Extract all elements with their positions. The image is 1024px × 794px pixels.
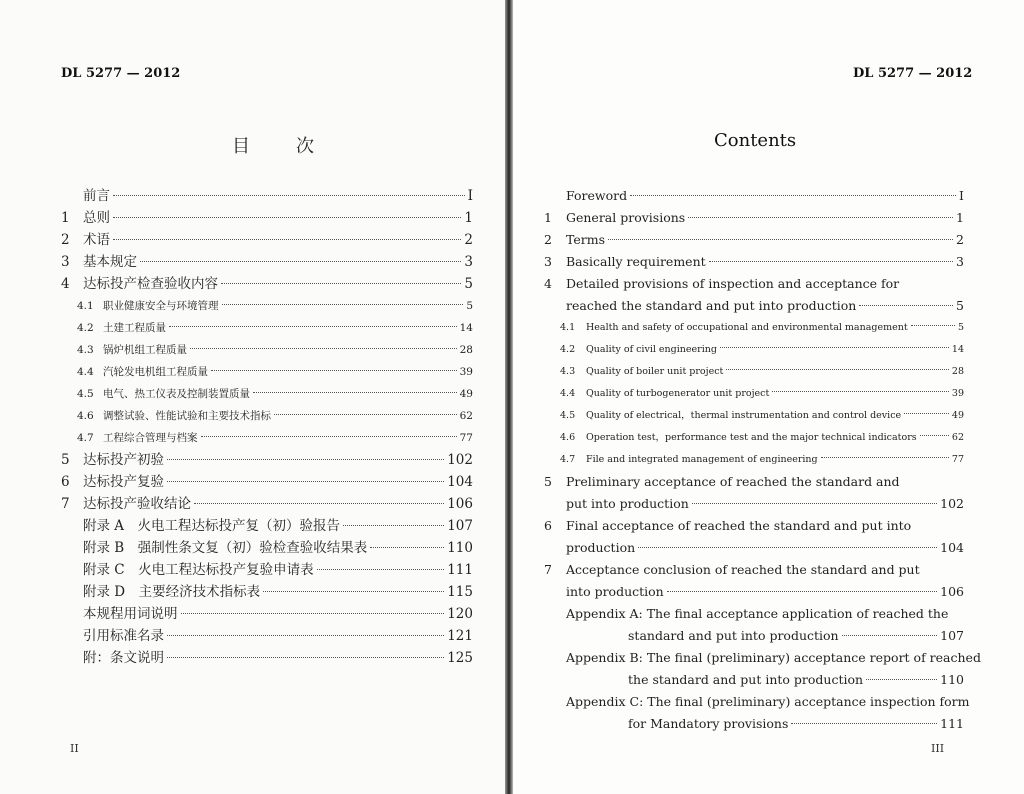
toc-entry — [61, 361, 473, 383]
toc-leader-dots — [692, 503, 937, 504]
toc-entry-text: 引用标准名录 — [83, 628, 164, 644]
toc-entry-label — [61, 559, 314, 581]
left-page-number: II — [70, 742, 79, 755]
toc-entry-number: 2 — [544, 232, 552, 247]
toc-entry-label — [566, 581, 664, 603]
toc-entry-page: 111 — [447, 562, 473, 578]
toc-entry — [544, 559, 964, 581]
toc-entry — [544, 647, 981, 669]
toc-entry-label — [544, 251, 706, 273]
toc-entry-text: 电气、热工仪表及控制装置质量 — [103, 388, 250, 400]
toc-entry-page: 5 — [956, 298, 964, 313]
toc-entry-label — [566, 295, 856, 317]
toc-entry — [544, 669, 964, 691]
toc-entry — [61, 295, 473, 317]
toc-entry-text: 职业健康安全与环境管理 — [103, 300, 219, 312]
toc-entry-page: 121 — [447, 628, 473, 644]
toc-entry-label — [544, 603, 948, 625]
toc-entry-text: into production — [566, 584, 664, 599]
toc-entry-page: 5 — [464, 276, 473, 292]
toc-entry-text: 达标投产初验 — [83, 452, 164, 468]
toc-entry-text: 达标投产验收结论 — [83, 496, 191, 512]
toc-leader-dots — [859, 305, 953, 306]
toc-entry-label — [544, 207, 685, 229]
toc-entry — [61, 515, 473, 537]
toc-entry-number: 4.3 — [560, 366, 576, 377]
toc-entry-label — [566, 493, 689, 515]
toc-entry-number: 7 — [544, 562, 552, 577]
toc-entry-page: 39 — [459, 366, 473, 378]
toc-entry — [61, 647, 473, 669]
toc-entry-label — [560, 449, 818, 471]
toc-entry-page: 28 — [951, 366, 964, 377]
toc-entry-number: 4.6 — [77, 410, 94, 422]
toc-entry-number: 7 — [61, 496, 70, 512]
toc-entry-label — [560, 317, 908, 339]
toc-entry-label — [61, 273, 218, 295]
toc-entry-label — [628, 713, 788, 735]
toc-leader-dots — [772, 391, 949, 392]
toc-entry-text: Final acceptance of reached the standard and put into — [566, 518, 912, 533]
toc-entry-page: 111 — [940, 716, 964, 731]
toc-entry-page: 110 — [940, 672, 964, 687]
toc-entry-number: 4.2 — [77, 322, 94, 334]
toc-entry-label — [77, 339, 187, 361]
toc-leader-dots — [920, 435, 949, 436]
toc-entry-label — [61, 537, 367, 559]
title-char-2: 次 — [296, 136, 316, 157]
toc-entry-text: 工程综合管理与档案 — [103, 432, 198, 444]
toc-entry-text: production — [566, 540, 636, 555]
toc-entry-label — [61, 251, 137, 273]
toc-entry-number: 4.7 — [77, 432, 94, 444]
toc-entry-text: Basically requirement — [566, 254, 706, 269]
toc-entry-number: 4.1 — [560, 322, 576, 333]
toc-entry — [544, 405, 964, 427]
book-gutter — [505, 0, 513, 794]
toc-entry — [544, 339, 964, 361]
toc-entry-label — [77, 361, 208, 383]
toc-leader-dots — [201, 436, 457, 437]
toc-entry-page: 14 — [951, 344, 964, 355]
toc-entry — [544, 317, 964, 339]
toc-entry-text: 总则 — [83, 210, 110, 226]
toc-leader-dots — [211, 370, 457, 371]
toc-entry-label — [560, 361, 723, 383]
toc-entry-text: 锅炉机组工程质量 — [103, 344, 187, 356]
toc-entry-label — [61, 229, 110, 251]
toc-entry-text: Preliminary acceptance of reached the standard and — [566, 474, 900, 489]
toc-leader-dots — [113, 217, 461, 218]
toc-entry-number: 6 — [544, 518, 552, 533]
toc-entry — [61, 251, 473, 273]
right-page-header: DL 5277 — 2012 — [853, 66, 973, 81]
toc-leader-dots — [842, 635, 938, 636]
toc-entry-page: 106 — [940, 584, 964, 599]
toc-entry-label — [544, 691, 969, 713]
toc-leader-dots — [169, 326, 457, 327]
toc-leader-dots — [688, 217, 953, 218]
toc-entry-number: 4.5 — [77, 388, 94, 400]
toc-entry-page: 110 — [447, 540, 473, 556]
toc-entry-text: standard and put into production — [628, 628, 839, 643]
toc-entry-text: Appendix C: The final (preliminary) acceptance inspection form — [566, 694, 970, 709]
toc-entry-number: 2 — [61, 232, 70, 248]
toc-entry — [544, 295, 964, 317]
toc-entry-page: 77 — [951, 454, 964, 465]
toc-entry-label — [77, 317, 166, 339]
toc-entry-page: 125 — [447, 650, 473, 666]
toc-entry-text: Health and safety of occupational and environmental management — [586, 322, 908, 333]
toc-entry-number: 4.7 — [560, 454, 576, 465]
toc-entry — [61, 559, 473, 581]
toc-entry-label — [560, 339, 717, 361]
toc-entry-page: 102 — [940, 496, 964, 511]
toc-entry — [544, 603, 964, 625]
toc-entry — [61, 581, 473, 603]
toc-entry — [61, 405, 473, 427]
toc-entry — [544, 537, 964, 559]
toc-entry-number: 6 — [61, 474, 70, 490]
toc-leader-dots — [343, 525, 444, 526]
toc-entry-number: 4.4 — [77, 366, 94, 378]
toc-leader-dots — [274, 414, 457, 415]
toc-leader-dots — [167, 657, 444, 658]
toc-entry-page: 107 — [940, 628, 964, 643]
toc-entry-label — [61, 625, 164, 647]
toc-entry-label — [628, 625, 839, 647]
toc-entry — [61, 471, 473, 493]
toc-leader-dots — [167, 481, 444, 482]
toc-entry — [61, 383, 473, 405]
toc-entry-text: 汽轮发电机组工程质量 — [103, 366, 208, 378]
toc-entry-page: 104 — [447, 474, 473, 490]
toc-entry — [544, 185, 964, 207]
toc-entry-label — [61, 581, 260, 603]
toc-entry-label — [61, 493, 191, 515]
toc-entry — [61, 185, 473, 207]
toc-entry-page: 1 — [464, 210, 473, 226]
title-char-1: 目 — [232, 136, 252, 157]
toc-entry-text: for Mandatory provisions — [628, 716, 789, 731]
toc-entry — [61, 449, 473, 471]
toc-entry — [61, 339, 473, 361]
toc-leader-dots — [720, 347, 949, 348]
toc-leader-dots — [222, 304, 464, 305]
toc-entry-page: 106 — [447, 496, 473, 512]
toc-entry-text: 术语 — [83, 232, 110, 248]
left-page — [0, 0, 505, 794]
toc-entry-label — [544, 559, 920, 581]
toc-entry-text: Foreword — [566, 188, 628, 203]
toc-entry-number: 4.1 — [77, 300, 94, 312]
toc-entry-page: 62 — [459, 410, 473, 422]
toc-leader-dots — [726, 369, 949, 370]
toc-entry-text: 土建工程质量 — [103, 322, 166, 334]
toc-entry-text: Acceptance conclusion of reached the standard and put — [566, 562, 920, 577]
toc-entry — [544, 273, 964, 295]
toc-entry — [61, 317, 473, 339]
toc-entry-page: 5 — [957, 322, 964, 333]
toc-entry-text: 调整试验、性能试验和主要技术指标 — [103, 410, 271, 422]
toc-entry-page: 49 — [459, 388, 473, 400]
toc-entry-number: 4.6 — [560, 432, 576, 443]
toc-leader-dots — [194, 503, 444, 504]
toc-entry — [61, 603, 473, 625]
toc-entry-page: I — [959, 188, 964, 203]
toc-leader-dots — [140, 261, 461, 262]
toc-entry-text: 本规程用词说明 — [83, 606, 178, 622]
toc-entry-page: 49 — [951, 410, 964, 421]
toc-entry-number: 4.4 — [560, 388, 576, 399]
toc-entry — [61, 625, 473, 647]
toc-leader-dots — [167, 635, 444, 636]
toc-entry-number: 4.3 — [77, 344, 94, 356]
toc-entry-label — [544, 229, 605, 251]
toc-entry-label — [544, 515, 911, 537]
toc-leader-dots — [638, 547, 937, 548]
toc-entry-page: 2 — [464, 232, 473, 248]
toc-entry-label — [77, 295, 219, 317]
toc-entry-label — [544, 273, 899, 295]
toc-entry — [544, 383, 964, 405]
toc-entry-page: 5 — [466, 300, 473, 312]
toc-leader-dots — [608, 239, 953, 240]
toc-entry-text: Quality of electrical，thermal instrumentation and control device — [586, 410, 902, 421]
toc-leader-dots — [253, 392, 457, 393]
toc-entry-text: 前言 — [83, 188, 110, 204]
toc-entry — [544, 427, 964, 449]
toc-entry — [544, 515, 964, 537]
toc-leader-dots — [263, 591, 444, 592]
toc-leader-dots — [904, 413, 949, 414]
toc-entry — [61, 427, 473, 449]
toc-entry-label — [544, 185, 627, 207]
toc-entry-label — [560, 405, 901, 427]
toc-entry — [544, 229, 964, 251]
toc-entry-page: 102 — [447, 452, 473, 468]
toc-entry-page: 39 — [951, 388, 964, 399]
toc-entry-label — [61, 471, 164, 493]
toc-entry — [544, 207, 964, 229]
toc-entry — [544, 625, 964, 647]
toc-entry-text: 附录 C 火电工程达标投产复验申请表 — [83, 562, 314, 578]
toc-entry-text: reached the standard and put into production — [566, 298, 857, 313]
toc-entry-page: 62 — [951, 432, 964, 443]
toc-entry-number: 3 — [544, 254, 552, 269]
toc-leader-dots — [709, 261, 953, 262]
toc-entry-label — [560, 383, 769, 405]
toc-entry-text: 附录 A 火电工程达标投产复（初）验报告 — [83, 518, 341, 534]
toc-entry — [544, 713, 964, 735]
toc-entry — [61, 207, 473, 229]
toc-entry-page: 3 — [464, 254, 473, 270]
toc-entry-label — [544, 647, 981, 669]
right-page — [513, 0, 1024, 794]
toc-entry-page: 3 — [956, 254, 964, 269]
toc-entry — [544, 251, 964, 273]
toc-entry-label — [77, 427, 198, 449]
toc-entry-page: 1 — [956, 210, 964, 225]
toc-entry-label — [544, 471, 900, 493]
toc-entry-number: 3 — [61, 254, 70, 270]
toc-leader-dots — [791, 723, 937, 724]
toc-entry-page: 120 — [447, 606, 473, 622]
toc-entry-number: 4.2 — [560, 344, 576, 355]
right-toc-title: Contents — [714, 130, 797, 151]
right-toc-list — [544, 185, 981, 735]
toc-entry-page: 28 — [459, 344, 473, 356]
toc-entry-page: 115 — [447, 584, 473, 600]
toc-entry — [61, 229, 473, 251]
toc-entry-label — [77, 383, 250, 405]
toc-entry-label — [61, 185, 110, 207]
toc-entry-label — [61, 449, 164, 471]
toc-entry-number: 4 — [544, 276, 552, 291]
toc-entry-number: 5 — [61, 452, 70, 468]
toc-entry-text: Terms — [566, 232, 606, 247]
toc-leader-dots — [866, 679, 937, 680]
toc-leader-dots — [821, 457, 949, 458]
toc-entry — [544, 449, 964, 471]
toc-entry-text: 达标投产复验 — [83, 474, 164, 490]
toc-entry — [61, 537, 473, 559]
left-toc-list — [61, 185, 473, 669]
toc-entry-text: 达标投产检查验收内容 — [83, 276, 218, 292]
left-toc-title — [232, 132, 316, 158]
toc-entry-text: Quality of turbogenerator unit project — [586, 388, 770, 399]
toc-entry-text: Detailed provisions of inspection and acceptance for — [566, 276, 900, 291]
toc-entry-text: Appendix A: The final acceptance application of reached the — [566, 606, 949, 621]
toc-entry-text: 附：条文说明 — [83, 650, 164, 666]
toc-entry-text: File and integrated management of engineering — [586, 454, 818, 465]
toc-entry-text: put into production — [566, 496, 689, 511]
toc-entry-number: 4 — [61, 276, 70, 292]
toc-entry — [544, 361, 964, 383]
toc-entry-text: Quality of civil engineering — [586, 344, 717, 355]
toc-entry-text: General provisions — [566, 210, 686, 225]
toc-leader-dots — [190, 348, 457, 349]
toc-entry-text: Appendix B: The final (preliminary) acceptance report of reached — [566, 650, 981, 665]
toc-leader-dots — [181, 613, 445, 614]
toc-entry-label — [77, 405, 271, 427]
toc-entry — [544, 581, 964, 603]
toc-entry-page: I — [467, 188, 473, 204]
toc-entry-text: the standard and put into production — [628, 672, 864, 687]
toc-entry-number: 5 — [544, 474, 552, 489]
toc-entry — [544, 493, 964, 515]
toc-entry-page: 77 — [459, 432, 473, 444]
toc-entry-text: 附录 D 主要经济技术指标表 — [83, 584, 261, 600]
right-page-number: III — [931, 742, 945, 755]
toc-entry-label — [61, 207, 110, 229]
toc-entry-text: Operation test，performance test and the major technical indicators — [586, 432, 917, 443]
toc-entry-label — [560, 427, 917, 449]
toc-entry-text: 附录 B 强制性条文复（初）验检查验收结果表 — [83, 540, 368, 556]
toc-entry-text: Quality of boiler unit project — [586, 366, 724, 377]
toc-leader-dots — [667, 591, 937, 592]
toc-leader-dots — [113, 195, 465, 196]
toc-entry-page: 104 — [940, 540, 964, 555]
toc-leader-dots — [167, 459, 444, 460]
toc-entry-label — [628, 669, 863, 691]
toc-entry — [544, 691, 970, 713]
left-page-header: DL 5277 — 2012 — [61, 66, 181, 81]
toc-leader-dots — [911, 325, 955, 326]
toc-entry-page: 107 — [447, 518, 473, 534]
toc-entry-page: 2 — [956, 232, 964, 247]
toc-entry — [544, 471, 964, 493]
toc-leader-dots — [113, 239, 461, 240]
toc-entry-label — [61, 515, 340, 537]
toc-leader-dots — [317, 569, 445, 570]
toc-entry-number: 4.5 — [560, 410, 576, 421]
toc-entry-label — [61, 647, 164, 669]
toc-entry-number: 1 — [544, 210, 552, 225]
toc-leader-dots — [370, 547, 444, 548]
toc-leader-dots — [221, 283, 461, 284]
toc-entry — [61, 273, 473, 295]
toc-entry-page: 14 — [459, 322, 473, 334]
toc-entry-label — [566, 537, 635, 559]
toc-leader-dots — [630, 195, 956, 196]
toc-entry — [61, 493, 473, 515]
toc-entry-label — [61, 603, 178, 625]
toc-entry-number: 1 — [61, 210, 70, 226]
toc-entry-text: 基本规定 — [83, 254, 137, 270]
